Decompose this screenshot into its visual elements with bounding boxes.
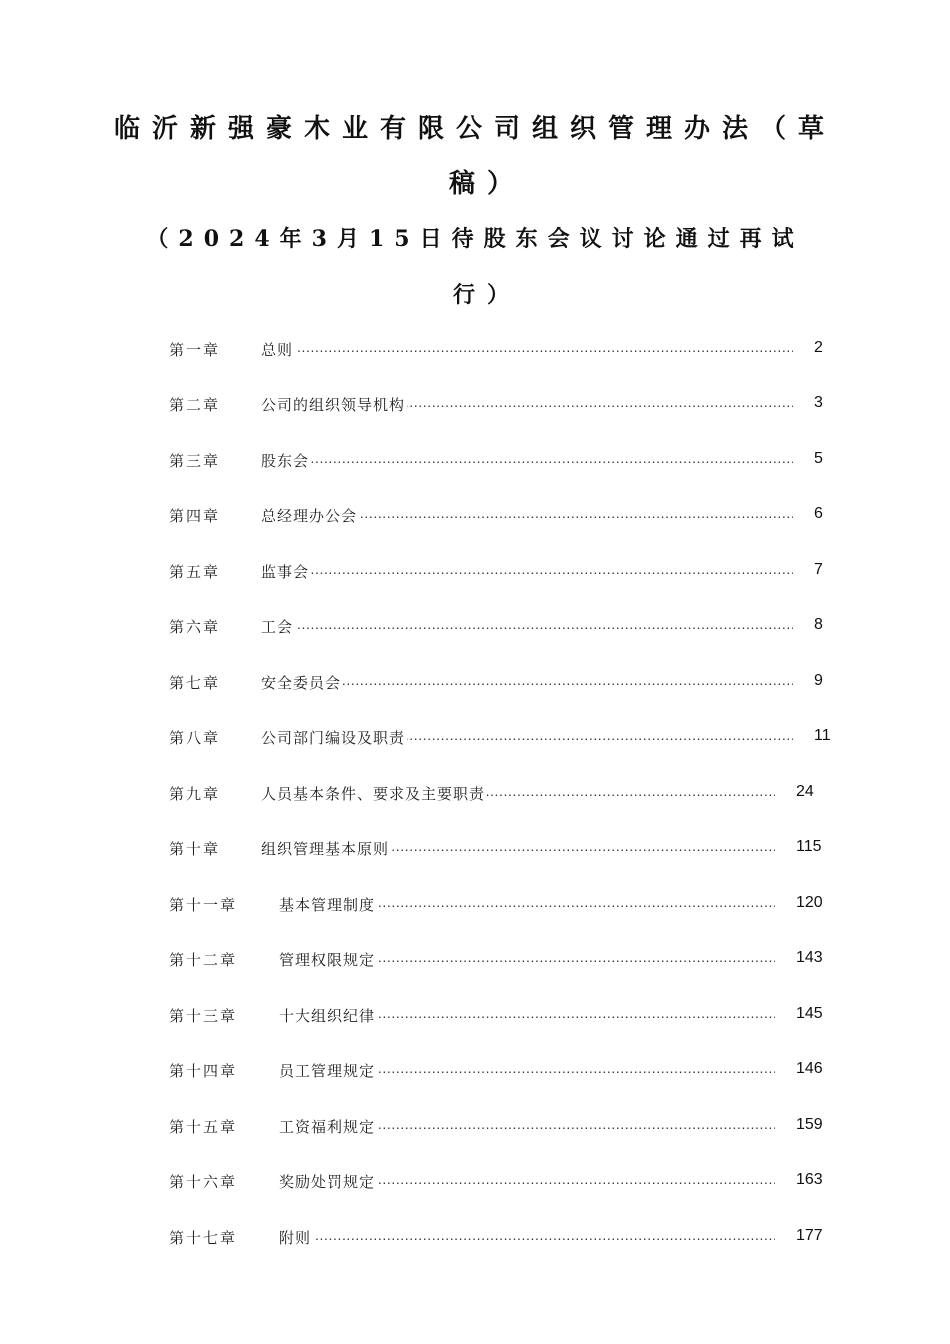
toc-chapter: 第十一章 xyxy=(169,896,238,914)
toc-leader-dots xyxy=(297,561,793,583)
toc-page-number: 2 xyxy=(814,339,823,356)
document-subtitle-line-2: 行） xyxy=(452,282,521,308)
toc-page-number: 120 xyxy=(796,894,823,911)
toc-label: 公司的组织领导机构 xyxy=(261,396,406,414)
toc-leader-dots xyxy=(315,1005,775,1027)
toc-label: 十大组织纪律 xyxy=(279,1007,376,1025)
toc-page-number: 159 xyxy=(796,1116,823,1133)
document-title-line-1: 临沂新强豪木业有限公司组织管理办法（草 xyxy=(113,114,836,144)
toc-label: 股东会 xyxy=(261,452,310,470)
toc-page-number: 11 xyxy=(814,727,831,744)
toc-leader-dots xyxy=(297,616,793,638)
toc-leader-dots xyxy=(315,949,775,971)
document-title-line-2: 稿） xyxy=(448,169,525,199)
toc-chapter: 第四章 xyxy=(169,507,221,525)
toc-label: 基本管理制度 xyxy=(279,896,376,914)
toc-page-number: 146 xyxy=(796,1060,823,1077)
toc-leader-dots xyxy=(315,1116,775,1138)
toc-label: 奖励处罚规定 xyxy=(279,1173,376,1191)
toc-chapter: 第十四章 xyxy=(169,1062,238,1080)
toc-label: 工资福利规定 xyxy=(279,1118,376,1136)
toc-chapter: 第十二章 xyxy=(169,951,238,969)
toc-leader-dots xyxy=(297,505,793,527)
toc-leader-dots xyxy=(297,672,793,694)
toc-chapter: 第十五章 xyxy=(169,1118,238,1136)
toc-label: 员工管理规定 xyxy=(279,1062,376,1080)
toc-chapter: 第五章 xyxy=(169,563,221,581)
toc-chapter: 第六章 xyxy=(169,618,221,636)
toc-page-number: 5 xyxy=(814,450,823,467)
toc-leader-dots xyxy=(315,1060,775,1082)
toc-label: 工会 xyxy=(261,618,294,636)
toc-leader-dots xyxy=(297,339,793,361)
toc-page-number: 145 xyxy=(796,1005,823,1022)
toc-label: 安全委员会 xyxy=(261,674,342,692)
toc-label: 总经理办公会 xyxy=(261,507,358,525)
toc-chapter: 第一章 xyxy=(169,341,221,359)
toc-label: 组织管理基本原则 xyxy=(261,840,390,858)
toc-leader-dots xyxy=(315,1227,775,1249)
toc-label: 人员基本条件、要求及主要职责 xyxy=(261,785,486,803)
toc-page-number: 9 xyxy=(814,672,823,689)
toc-chapter: 第三章 xyxy=(169,452,221,470)
toc-page-number: 3 xyxy=(814,394,823,411)
toc-label: 监事会 xyxy=(261,563,310,581)
toc-chapter: 第九章 xyxy=(169,785,221,803)
toc-page-number: 6 xyxy=(814,505,823,522)
toc-chapter: 第八章 xyxy=(169,729,221,747)
toc-label: 附则 xyxy=(279,1229,312,1247)
toc-page-number: 7 xyxy=(814,561,823,578)
toc-chapter: 第二章 xyxy=(169,396,221,414)
toc-chapter: 第十三章 xyxy=(169,1007,238,1025)
toc-page-number: 143 xyxy=(796,949,823,966)
toc-label: 总则 xyxy=(261,341,294,359)
toc-page-number: 177 xyxy=(796,1227,823,1244)
toc-chapter: 第十章 xyxy=(169,840,221,858)
toc-chapter: 第十六章 xyxy=(169,1173,238,1191)
document-subtitle-line-1: （2024年3月15日待股东会议讨论通过再试 xyxy=(146,226,804,252)
toc-label: 公司部门编设及职责 xyxy=(261,729,406,747)
toc-leader-dots xyxy=(315,1171,775,1193)
toc-chapter: 第七章 xyxy=(169,674,221,692)
toc-label: 管理权限规定 xyxy=(279,951,376,969)
toc-leader-dots xyxy=(315,894,775,916)
toc-leader-dots xyxy=(297,450,793,472)
toc-page-number: 8 xyxy=(814,616,823,633)
toc-page-number: 115 xyxy=(796,838,822,855)
toc-page-number: 163 xyxy=(796,1171,823,1188)
toc-chapter: 第十七章 xyxy=(169,1229,238,1247)
toc-page-number: 24 xyxy=(796,783,814,800)
